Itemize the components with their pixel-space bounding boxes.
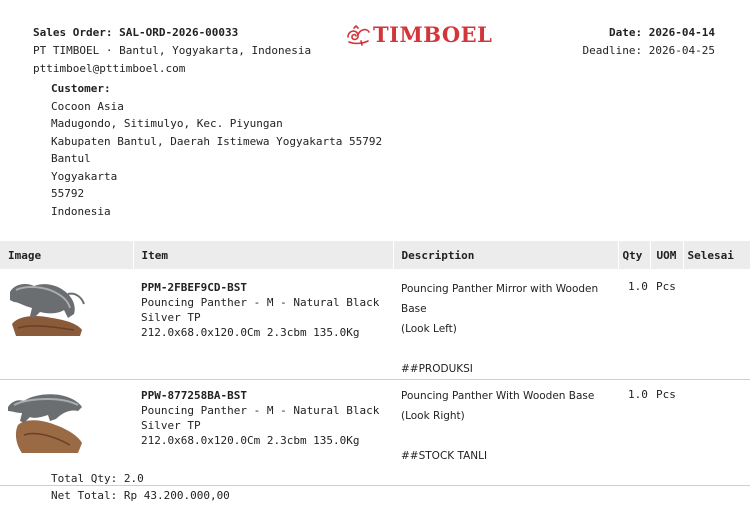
item-name: Pouncing Panther - M - Natural Black Silver TP: [141, 404, 380, 432]
description-line: (Look Right): [401, 410, 465, 422]
item-code: PPM-2FBEF9CD-BST: [141, 281, 247, 294]
sales-order-title: Sales Order: SAL-ORD-2026-00033: [33, 26, 239, 39]
company-line: PT TIMBOEL · Bantul, Yogyakarta, Indonesia: [33, 44, 312, 57]
selesai-cell: [683, 269, 750, 380]
table-row: [0, 269, 750, 380]
items-table: [0, 241, 750, 486]
uom-cell: Pcs: [650, 380, 683, 486]
column-header-description: Description: [393, 241, 618, 269]
qty-cell: 1.0: [618, 269, 650, 380]
image-cell: [0, 269, 133, 380]
item-code: PPW-877258BA-BST: [141, 389, 247, 402]
order-date: Date: 2026-04-14: [609, 26, 715, 39]
document-header-left: [33, 24, 311, 78]
selesai-cell: [683, 380, 750, 486]
column-header-image: Image: [0, 241, 133, 269]
customer-name: Cocoon Asia: [51, 99, 124, 113]
description-cell: [393, 380, 618, 486]
customer-country: Indonesia: [51, 204, 111, 218]
description-line: Pouncing Panther With Wooden Base: [401, 390, 595, 402]
description-note: ##STOCK TANLI: [401, 450, 488, 462]
column-header-selesai: Selesai: [683, 241, 750, 269]
description-cell: [393, 269, 618, 380]
customer-region: Yogyakarta: [51, 169, 118, 183]
customer-address-line: Madugondo, Sitimulyo, Kec. Piyungan: [51, 117, 283, 130]
totals-block: [51, 470, 230, 504]
column-header-qty: Qty: [618, 241, 650, 269]
description-line: (Look Left): [401, 323, 457, 335]
document-header-right: [583, 24, 715, 60]
uom-cell: Pcs: [650, 269, 683, 380]
order-deadline: Deadline: 2026-04-25: [582, 44, 715, 57]
net-total: Net Total: Rp 43.200.000,00: [51, 489, 230, 502]
customer-city: Bantul: [51, 152, 91, 165]
customer-block: [51, 80, 382, 220]
column-header-uom: UOM: [650, 241, 683, 269]
company-logo: [345, 22, 492, 47]
panther-statue-image: [4, 385, 86, 455]
item-dimensions: 212.0x68.0x120.0Cm 2.3cbm 135.0Kg: [141, 326, 360, 339]
customer-address-line: Kabupaten Bantul, Daerah Istimewa Yogyakarta 55792: [51, 134, 383, 148]
item-name: Pouncing Panther - M - Natural Black Silver TP: [141, 296, 380, 324]
item-dimensions: 212.0x68.0x120.0Cm 2.3cbm 135.0Kg: [141, 434, 360, 447]
panther-statue-image: [4, 274, 86, 338]
customer-heading: Customer:: [51, 82, 111, 95]
table-header-row: [0, 241, 750, 269]
qty-cell: 1.0: [618, 380, 650, 486]
description-line: Pouncing Panther Mirror with Wooden Base: [401, 283, 599, 315]
company-email: pttimboel@pttimboel.com: [33, 62, 186, 75]
item-cell: [133, 269, 393, 380]
total-qty: Total Qty: 2.0: [51, 472, 144, 485]
customer-postcode: 55792: [51, 187, 85, 200]
column-header-item: Item: [133, 241, 393, 269]
description-note: ##PRODUKSI: [401, 363, 473, 375]
logo-wordmark: TIMBOEL: [373, 22, 493, 47]
flourish-logo-icon: [345, 24, 371, 46]
